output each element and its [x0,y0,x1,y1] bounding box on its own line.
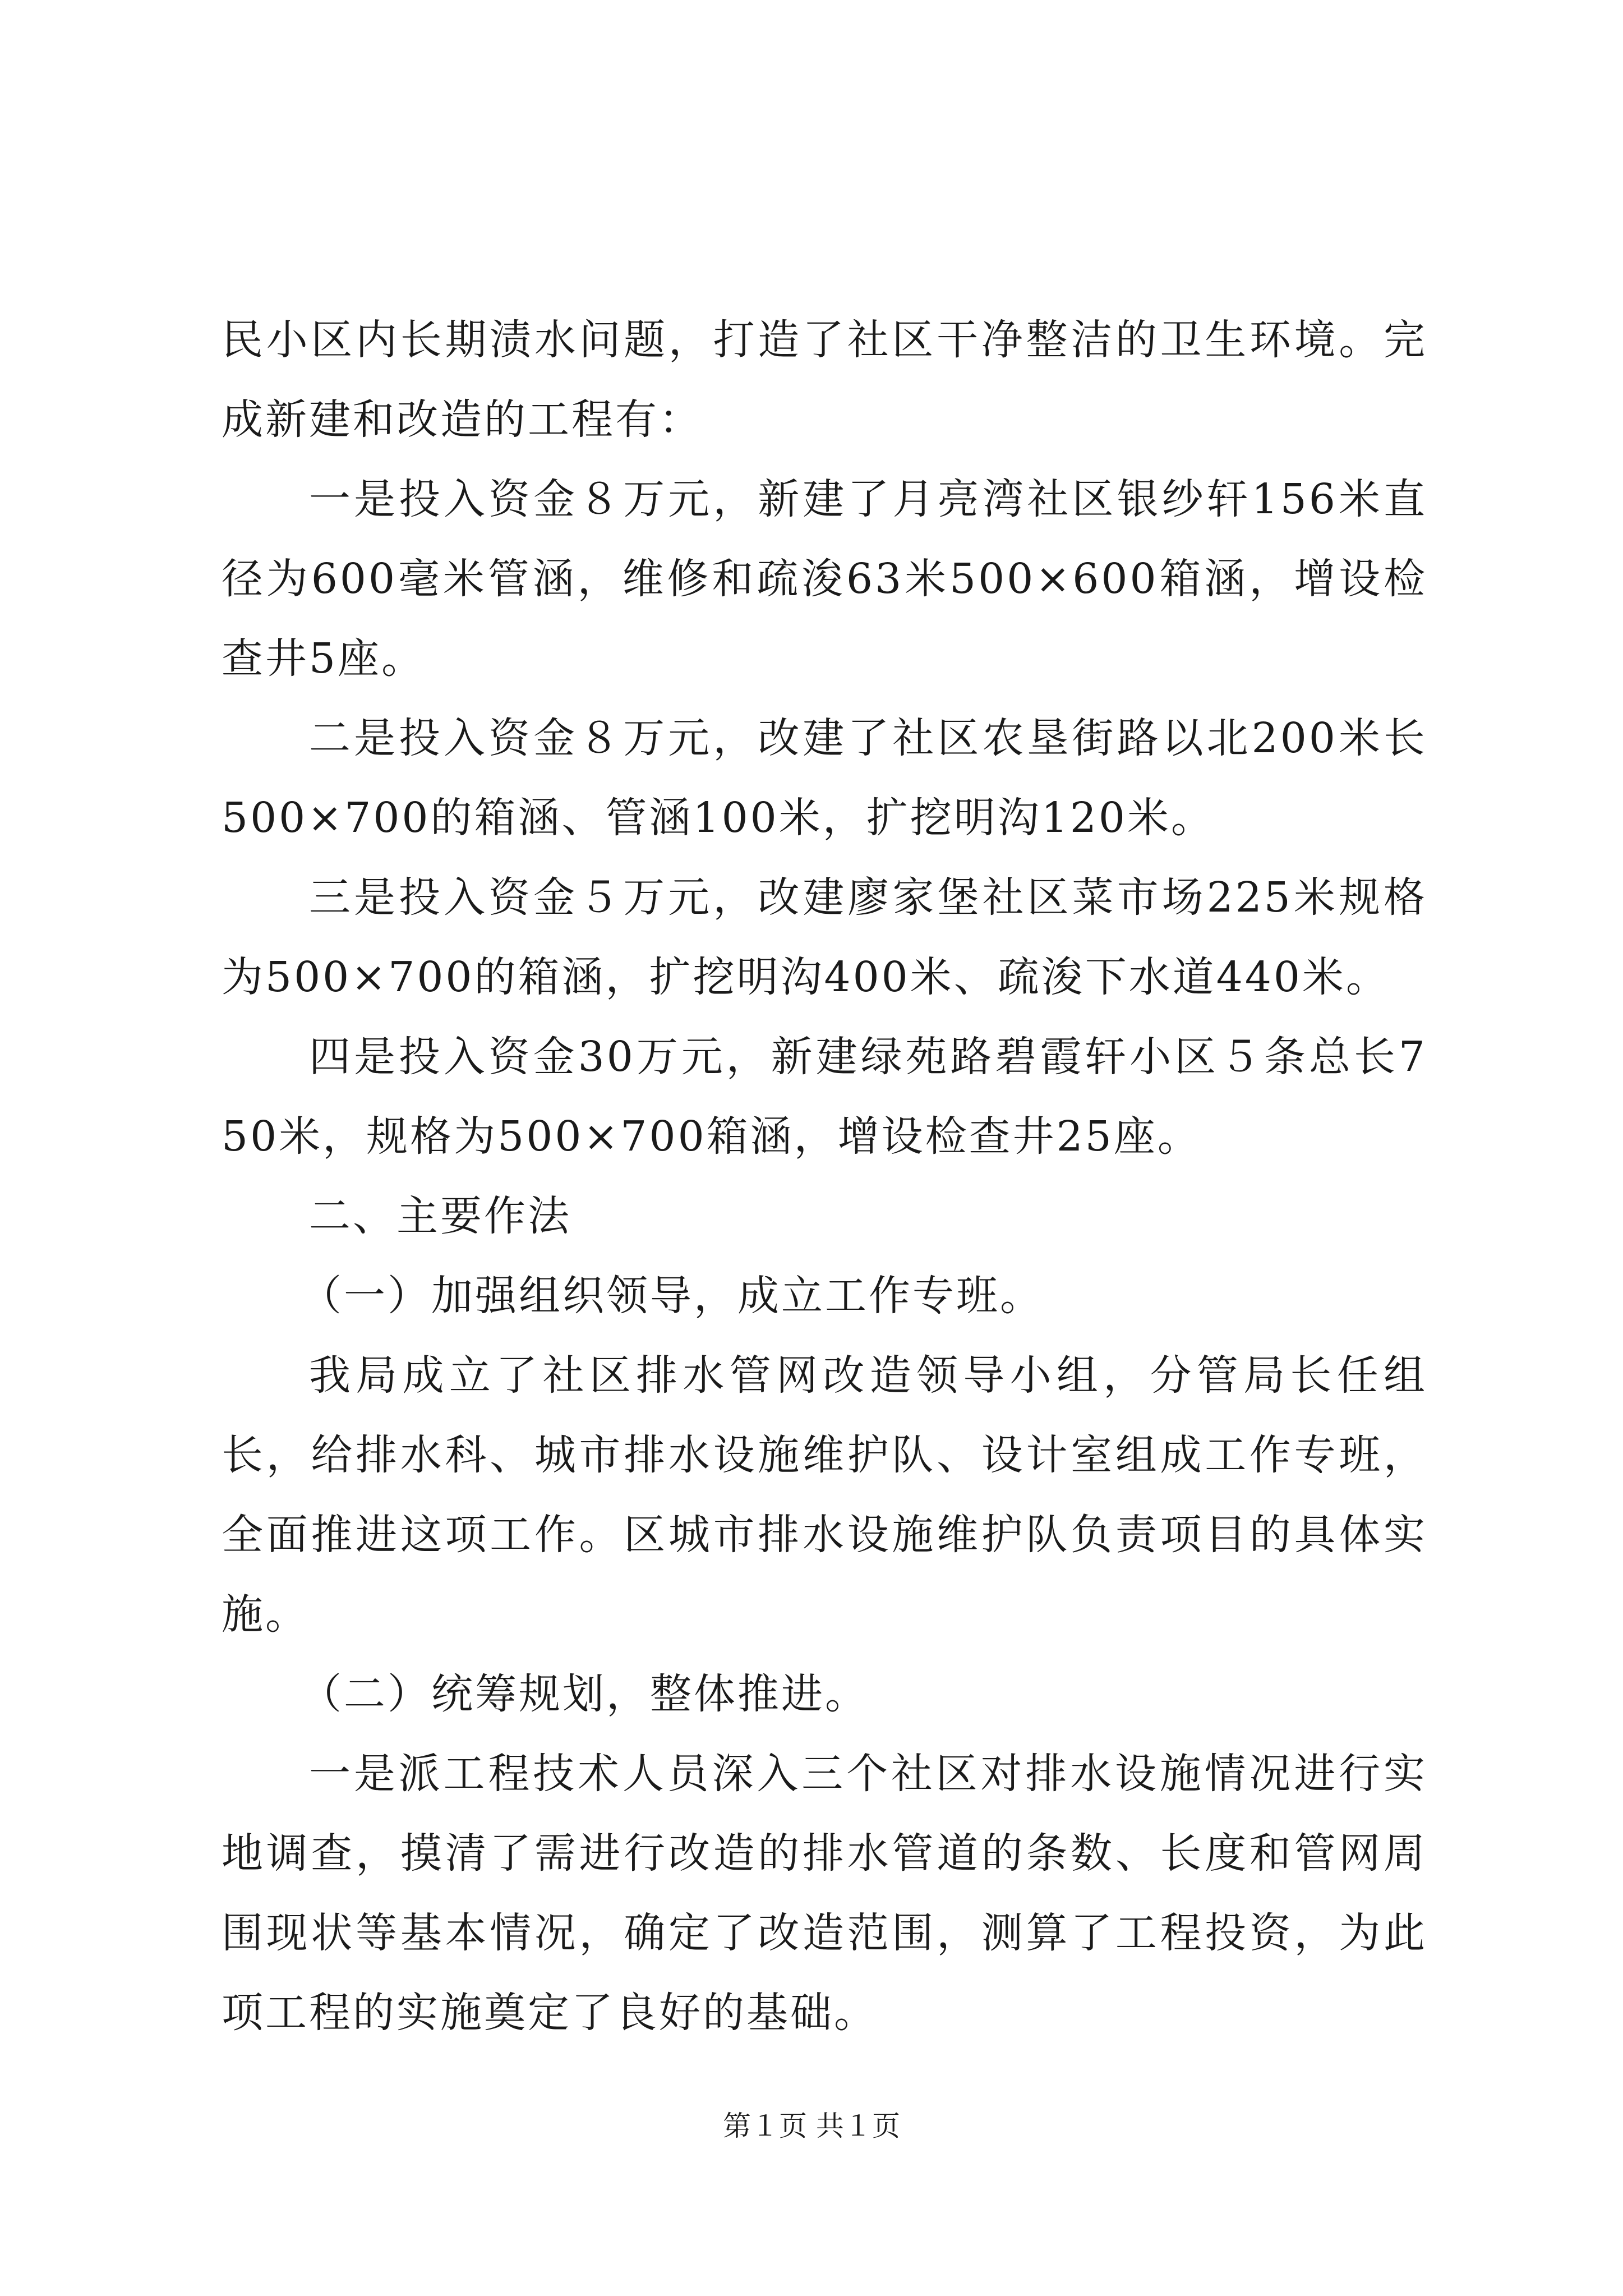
paragraph-project-four: 四是投入资金30万元，新建绿苑路碧霞轩小区５条总长750米，规格为500×700箱涵，增设检查井25座。 [222,1033,1427,1161]
paragraph-project-three: 三是投入资金５万元，改建廖家堡社区菜市场225米规格为500×700的箱涵，扩挖明沟400米、疏浚下水道440米。 [222,873,1427,1001]
paragraph-continuation: 民小区内长期渍水问题，打造了社区干净整洁的卫生环境。完成新建和改造的工程有： [222,316,1427,444]
paragraph-project-one: 一是投入资金８万元，新建了月亮湾社区银纱轩156米直径为600毫米管涵，维修和疏浚63米500×600箱涵，增设检查井5座。 [222,475,1427,683]
paragraph-project-two: 二是投入资金８万元，改建了社区农垦街路以北200米长500×700的箱涵、管涵100米，扩挖明沟120米。 [222,714,1427,842]
page-footer: 第１页 共１页 [723,2110,900,2142]
section-heading-main-methods: 二、主要作法 [309,1192,571,1240]
paragraph-organization: 我局成立了社区排水管网改造领导小组，分管局长任组长，给排水科、城市排水设施维护队、设计室组成工作专班，全面推进这项工作。区城市排水设施维护队负责项目的具体实施。 [222,1351,1427,1639]
document-body [222,300,1427,2053]
subsection-heading-planning: （二）统筹规划，整体推进。 [300,1670,869,1718]
subsection-heading-organization: （一）加强组织领导，成立工作专班。 [300,1272,1044,1320]
paragraph-planning: 一是派工程技术人员深入三个社区对排水设施情况进行实地调查，摸清了需进行改造的排水管道的条数、长度和管网周围现状等基本情况，确定了改造范围，测算了工程投资，为此项工程的实施奠定了良好的基础。 [222,1750,1427,2037]
